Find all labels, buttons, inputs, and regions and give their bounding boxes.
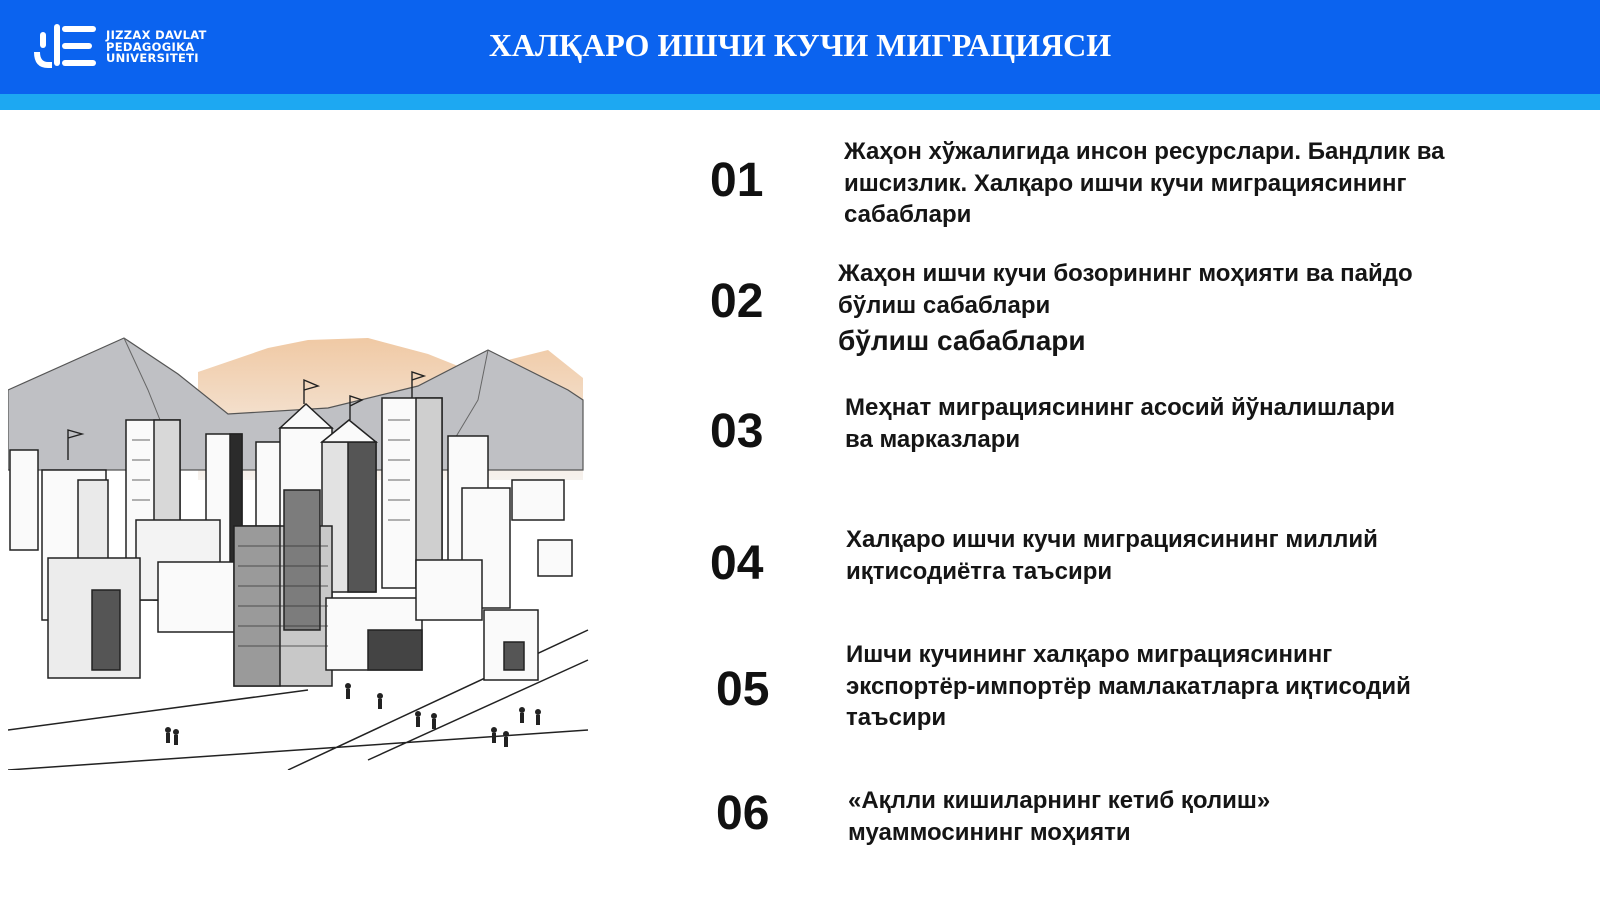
item-text-03-line-1: Меҳнат миграциясининг асосий йўналишлари: [845, 394, 1396, 421]
item-number-06: 06: [716, 787, 770, 840]
item-number-02: 02: [710, 275, 764, 328]
logo-text: [106, 30, 207, 65]
item-text-01-line-1: Жаҳон хўжалигида инсон ресурслари. Бандлик ва: [844, 138, 1445, 165]
logo-line-2: PEDAGOGIKA: [106, 39, 195, 54]
item-number-04: 04: [710, 537, 764, 590]
item-text-01: [844, 136, 1445, 231]
logo-line-3: UNIVERSITETI: [106, 51, 199, 65]
item-text-05-line-2: экспортёр-импортёр мамлакатларга иқтисодий: [846, 672, 1411, 700]
item-text-01-line-3: сабаблари: [844, 201, 972, 228]
logo-line-1: JIZZAX DAVLAT: [106, 28, 207, 42]
university-logo: [32, 22, 232, 72]
item-text-04-line-1: Халқаро ишчи кучи миграциясининг миллий: [846, 526, 1378, 553]
item-text-06-line-2: муаммосининг моҳияти: [848, 818, 1131, 846]
item-text-05: [846, 639, 1411, 734]
item-text-02-line-1: Жаҳон ишчи кучи бозорининг моҳияти ва пайдо: [838, 260, 1413, 287]
item-text-03-line-2: ва марказлари: [845, 425, 1021, 453]
header-stripe: [0, 94, 1600, 110]
item-number-05: 05: [716, 663, 770, 716]
item-text-03: [845, 392, 1395, 455]
item-text-02-line-2: бўлиш сабаблари: [838, 291, 1051, 319]
item-number-03: 03: [710, 405, 764, 458]
item-text-01-line-2: ишсизлик. Халқаро ишчи кучи миграциясининг: [844, 169, 1407, 197]
item-number-01: 01: [710, 154, 764, 207]
city-skyline-illustration: [8, 330, 590, 770]
item-text-05-line-3: таъсири: [846, 704, 947, 731]
page-title: ХАЛҚАРО ИШЧИ КУЧИ МИГРАЦИЯСИ: [488, 27, 1112, 63]
item-text-06-line-1: «Ақлли кишиларнинг кетиб қолиш»: [848, 787, 1271, 814]
item-text-06: [848, 785, 1270, 848]
item-text-02: [838, 258, 1413, 361]
university-logo-icon: [32, 22, 100, 70]
item-text-04-line-2: иқтисодиётга таъсири: [846, 557, 1113, 585]
item-text-02-line-3: бўлиш сабаблари: [838, 325, 1086, 356]
item-text-05-line-1: Ишчи кучининг халқаро миграциясининг: [846, 641, 1333, 668]
item-text-04: [846, 524, 1378, 587]
